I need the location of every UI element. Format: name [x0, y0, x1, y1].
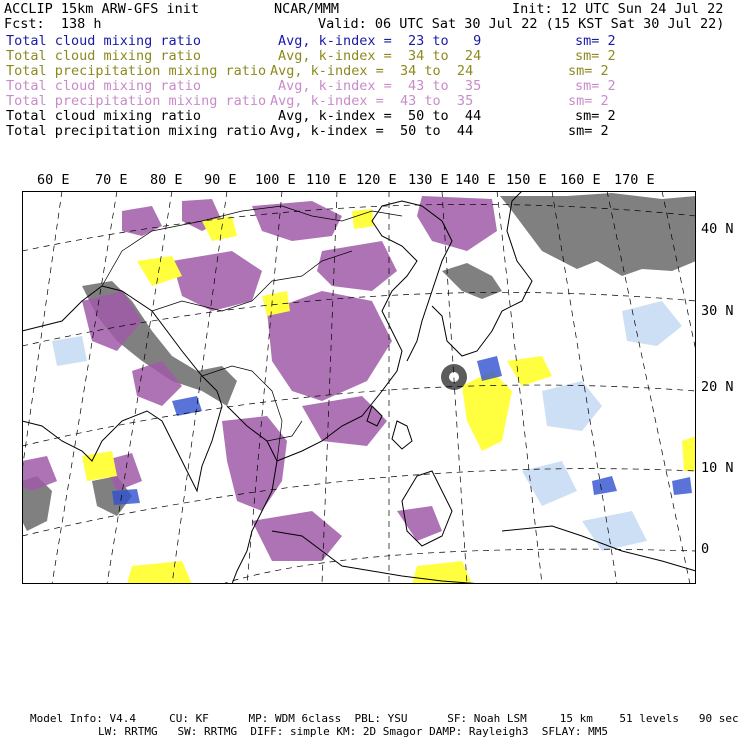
model-title: ACCLIP 15km ARW-GFS init [4, 1, 200, 17]
longitude-label: 160 E [560, 172, 601, 188]
legend-field-name: Total precipitation mixing ratio [6, 93, 267, 109]
latitude-label: 40 N [701, 221, 734, 237]
legend-k-index-range: Avg, k-index = 23 to 9 [278, 33, 482, 49]
longitude-label: 60 E [37, 172, 70, 188]
legend-field-name: Total cloud mixing ratio [6, 78, 202, 94]
model-info-line2: LW: RRTMG SW: RRTMG DIFF: simple KM: 2D Smagor DAMP: Rayleigh3 SFLAY: MM5 [98, 725, 608, 738]
legend-k-index-range: Avg, k-index = 50 to 44 [278, 108, 482, 124]
latitude-label: 10 N [701, 460, 734, 476]
legend-smoothing: sm= 2 [575, 78, 616, 94]
longitude-label: 130 E [408, 172, 449, 188]
longitude-label: 90 E [204, 172, 237, 188]
forecast-map [22, 191, 696, 584]
latitude-label: 0 [701, 541, 710, 557]
legend-field-name: Total cloud mixing ratio [6, 48, 202, 64]
forecast-hour: Fcst: 138 h [4, 16, 102, 32]
legend-k-index-range: Avg, k-index = 34 to 24 [278, 48, 482, 64]
legend-smoothing: sm= 2 [568, 93, 609, 109]
legend-k-index-range: Avg, k-index = 43 to 35 [278, 78, 482, 94]
longitude-label: 70 E [95, 172, 128, 188]
organization-label: NCAR/MMM [274, 1, 340, 17]
legend-field-name: Total cloud mixing ratio [6, 33, 202, 49]
legend-smoothing: sm= 2 [575, 33, 616, 49]
legend-k-index-range: Avg, k-index = 50 to 44 [270, 123, 474, 139]
legend-smoothing: sm= 2 [568, 63, 609, 79]
longitude-label: 110 E [306, 172, 347, 188]
legend-field-name: Total precipitation mixing ratio [6, 123, 267, 139]
latitude-label: 30 N [701, 303, 734, 319]
legend-k-index-range: Avg, k-index = 34 to 24 [270, 63, 474, 79]
legend-smoothing: sm= 2 [568, 123, 609, 139]
valid-time: Valid: 06 UTC Sat 30 Jul 22 (15 KST Sat 30 Jul 22) [318, 16, 725, 32]
legend-k-index-range: Avg, k-index = 43 to 35 [270, 93, 474, 109]
latitude-label: 20 N [701, 379, 734, 395]
longitude-label: 100 E [255, 172, 296, 188]
legend-field-name: Total precipitation mixing ratio [6, 63, 267, 79]
legend-smoothing: sm= 2 [575, 48, 616, 64]
model-info-line1: Model Info: V4.4 CU: KF MP: WDM 6class PBL: YSU SF: Noah LSM 15 km 51 levels 90 sec [30, 712, 739, 725]
legend-field-name: Total cloud mixing ratio [6, 108, 202, 124]
legend-smoothing: sm= 2 [575, 108, 616, 124]
longitude-label: 150 E [506, 172, 547, 188]
longitude-label: 140 E [455, 172, 496, 188]
longitude-label: 170 E [614, 172, 655, 188]
longitude-label: 120 E [356, 172, 397, 188]
init-time: Init: 12 UTC Sun 24 Jul 22 [512, 1, 724, 17]
longitude-label: 80 E [150, 172, 183, 188]
